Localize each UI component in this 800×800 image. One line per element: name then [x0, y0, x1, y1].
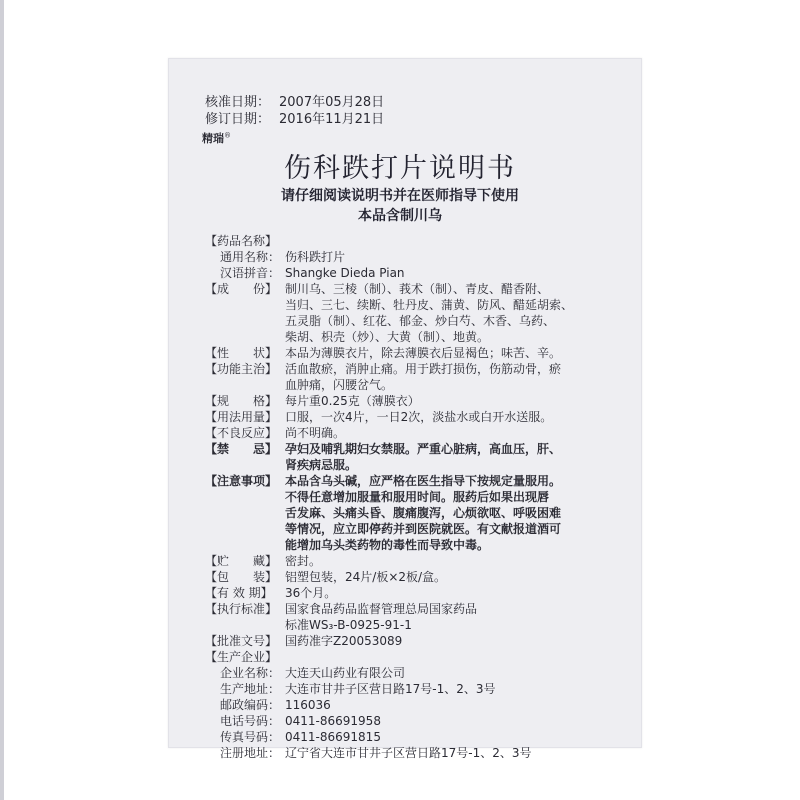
section-label: 电话号码：: [220, 714, 281, 728]
section-value: 116036: [285, 698, 331, 712]
section-label: 生产地址：: [220, 682, 281, 696]
section-value: 辽宁省大连市甘井子区营日路17号-1、2、3号: [285, 746, 532, 760]
section-value-line: 肾疾病忌服。: [285, 458, 358, 472]
section-value-line: 本品含乌头碱，应严格在医生指导下按规定量服用。: [285, 474, 562, 488]
approve-date-label: 核准日期：: [205, 95, 271, 110]
subtitle-usage-note: 请仔细阅读说明书并在医师指导下使用: [281, 188, 519, 204]
section-label: 【批准文号】: [205, 634, 278, 648]
brand-logo: [202, 130, 231, 146]
section-value-line: 尚不明确。: [285, 426, 346, 440]
section-value-line: 活血散瘀，消肿止痛。用于跌打损伤，伤筋动骨，瘀: [285, 362, 562, 376]
document-title: 伤科跌打片说明书: [284, 153, 516, 184]
section-value-line: 标准WS₃-B-0925-91-1: [285, 618, 412, 632]
section-value-line: 孕妇及哺乳期妇女禁服。严重心脏病，高血压，肝、: [285, 442, 562, 456]
revise-date-label: 修订日期：: [205, 112, 271, 127]
section-value-line: 国药准字Z20053089: [285, 634, 403, 648]
section-label: 【生产企业】: [205, 650, 278, 664]
section-value-line: 五灵脂（制）、红花、郁金、炒白芍、木香、乌药、: [285, 314, 556, 328]
section-label: 【成 份】: [205, 282, 278, 296]
section-label: 企业名称：: [220, 666, 281, 680]
section-value: 大连市甘井子区营日路17号-1、2、3号: [285, 682, 496, 696]
registered-mark: ®: [224, 131, 231, 140]
section-label: 【禁 忌】: [205, 442, 278, 456]
section-value-line: 不得任意增加服量和服用时间。服药后如果出现唇: [285, 490, 550, 504]
section-label: 【贮 藏】: [205, 554, 278, 568]
section-value-line: 血肿痛，闪腰岔气。: [285, 378, 394, 392]
section-value: 0411-86691815: [285, 730, 381, 744]
section-value-line: 柴胡、枳壳（炒）、大黄（制）、地黄。: [285, 330, 490, 344]
left-edge: [0, 0, 4, 800]
revise-date-row: [205, 112, 384, 128]
section-label: 邮政编码：: [220, 698, 281, 712]
section-value-line: 舌发麻、头痛头昏、腹痛腹泻，心烦欲呕、呼吸困难: [285, 506, 562, 520]
section-value-line: 36个月。: [285, 586, 337, 600]
section-value-line: 制川乌、三棱（制）、莪术（制）、青皮、醋香附、: [285, 282, 550, 296]
revise-date-value: 2016年11月21日: [279, 112, 385, 127]
subtitle-ingredient-note: 本品含制川乌: [358, 208, 442, 224]
section-label: 【规 格】: [205, 394, 278, 408]
section-value: 大连天山药业有限公司: [285, 666, 406, 680]
section-value-line: 每片重0.25克（薄膜衣）: [285, 394, 420, 408]
section-value-line: 铝塑包装，24片/板×2板/盒。: [285, 570, 447, 584]
section-value-line: 密封。: [285, 554, 322, 568]
section-value: 0411-86691958: [285, 714, 381, 728]
section-label: 传真号码：: [220, 730, 281, 744]
section-label: 通用名称：: [220, 250, 281, 264]
section-label: 【有 效 期】: [205, 586, 273, 600]
section-label: 【功能主治】: [205, 362, 278, 376]
section-label: 【性 状】: [205, 346, 278, 360]
section-label: 【不良反应】: [205, 426, 278, 440]
approve-date-row: [205, 95, 384, 111]
section-value-line: 等情况，应立即停药并到医院就医。有文献报道酒可: [285, 522, 562, 536]
section-label: 【执行标准】: [205, 602, 278, 616]
section-value-line: 本品为薄膜衣片，除去薄膜衣后显褐色；味苦、辛。: [285, 346, 562, 360]
section-label: 【注意事项】: [205, 474, 278, 488]
section-label: 【药品名称】: [205, 234, 278, 248]
section-label: 【包 装】: [205, 570, 278, 584]
section-label: 注册地址：: [220, 746, 281, 760]
section-value-line: 口服，一次4片，一日2次，淡盐水或白开水送服。: [285, 410, 553, 424]
section-label: 汉语拼音：: [220, 266, 281, 280]
brand-name: 精瑞: [202, 132, 224, 145]
section-value: Shangke Dieda Pian: [285, 266, 405, 280]
section-value-line: 当归、三七、续断、牡丹皮、蒲黄、防风、醋延胡索、: [285, 298, 574, 312]
approve-date-value: 2007年05月28日: [279, 95, 385, 110]
section-value-line: 能增加乌头类药物的毒性而导致中毒。: [285, 538, 490, 552]
section-value-line: 国家食品药品监督管理总局国家药品: [285, 602, 478, 616]
section-label: 【用法用量】: [205, 410, 278, 424]
section-value: 伤科跌打片: [285, 250, 346, 264]
